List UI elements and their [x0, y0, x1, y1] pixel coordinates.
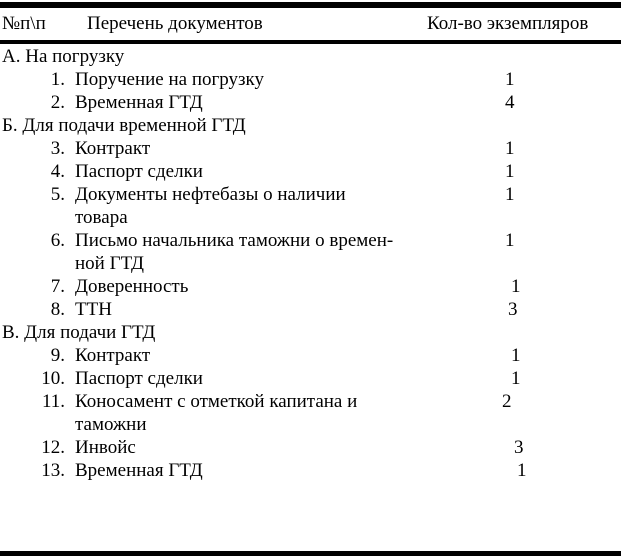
copies-count: 1 — [505, 69, 515, 90]
document-name: Документы нефтебазы о наличии — [75, 184, 346, 205]
table-row — [0, 137, 621, 160]
table-row — [0, 229, 621, 252]
table-row — [0, 275, 621, 298]
copies-count: 1 — [505, 138, 515, 159]
copies-count: 3 — [514, 437, 524, 458]
document-name: Временная ГТД — [75, 92, 203, 113]
document-name: Временная ГТД — [75, 460, 203, 481]
table-row — [0, 68, 621, 91]
copies-count: 4 — [505, 92, 515, 113]
table-row-continuation — [0, 413, 621, 436]
table-row — [0, 183, 621, 206]
header-bottom-border — [0, 40, 621, 44]
row-number: 12. — [41, 437, 65, 458]
row-number: 13. — [41, 460, 65, 481]
header-document-list: Перечень документов — [87, 13, 263, 34]
row-number: 4. — [50, 161, 65, 182]
table-body — [0, 45, 621, 482]
table-row — [0, 160, 621, 183]
row-number: 6. — [50, 230, 65, 251]
table-bottom-border — [0, 551, 621, 556]
section-title: А. На погрузку — [2, 46, 125, 67]
table-header — [0, 10, 621, 38]
copies-count: 1 — [517, 460, 527, 481]
table-row — [0, 344, 621, 367]
document-name: Контракт — [75, 345, 151, 366]
document-name: Контракт — [75, 138, 151, 159]
document-name: товара — [75, 207, 128, 228]
row-number: 8. — [50, 299, 65, 320]
row-number: 2. — [50, 92, 65, 113]
table-row-continuation — [0, 252, 621, 275]
document-name: Коносамент с отметкой капитана и — [75, 391, 358, 412]
document-name: ТТН — [75, 299, 112, 320]
document-name: Паспорт сделки — [75, 161, 203, 182]
document-name: Паспорт сделки — [75, 368, 203, 389]
copies-count: 1 — [505, 184, 515, 205]
table-row — [0, 459, 621, 482]
copies-count: 1 — [505, 230, 515, 251]
document-name: ной ГТД — [75, 253, 144, 274]
copies-count: 1 — [511, 368, 521, 389]
document-name: Письмо начальника таможни о времен- — [75, 230, 394, 251]
copies-count: 1 — [505, 161, 515, 182]
document-name: Инвойс — [75, 437, 136, 458]
header-copies-count: Кол-во экземпляров — [427, 13, 589, 34]
copies-count: 1 — [511, 276, 521, 297]
header-number: №п\п — [2, 13, 46, 34]
document-name: Поручение на погрузку — [75, 69, 265, 90]
row-number: 10. — [41, 368, 65, 389]
table-row-continuation — [0, 206, 621, 229]
row-number: 11. — [41, 391, 65, 412]
row-number: 3. — [50, 138, 65, 159]
table-row — [0, 91, 621, 114]
copies-count: 3 — [508, 299, 518, 320]
section-title: Б. Для подачи временной ГТД — [2, 115, 246, 136]
row-number: 1. — [50, 69, 65, 90]
document-name: таможни — [75, 414, 147, 435]
row-number: 9. — [50, 345, 65, 366]
row-number: 7. — [50, 276, 65, 297]
section-title: В. Для подачи ГТД — [2, 322, 156, 343]
table-top-border — [0, 2, 621, 8]
table-row — [0, 367, 621, 390]
copies-count: 1 — [511, 345, 521, 366]
document-name: Доверенность — [75, 276, 189, 297]
row-number: 5. — [50, 184, 65, 205]
table-row — [0, 298, 621, 321]
copies-count: 2 — [502, 391, 512, 412]
table-row — [0, 436, 621, 459]
table-row — [0, 390, 621, 413]
